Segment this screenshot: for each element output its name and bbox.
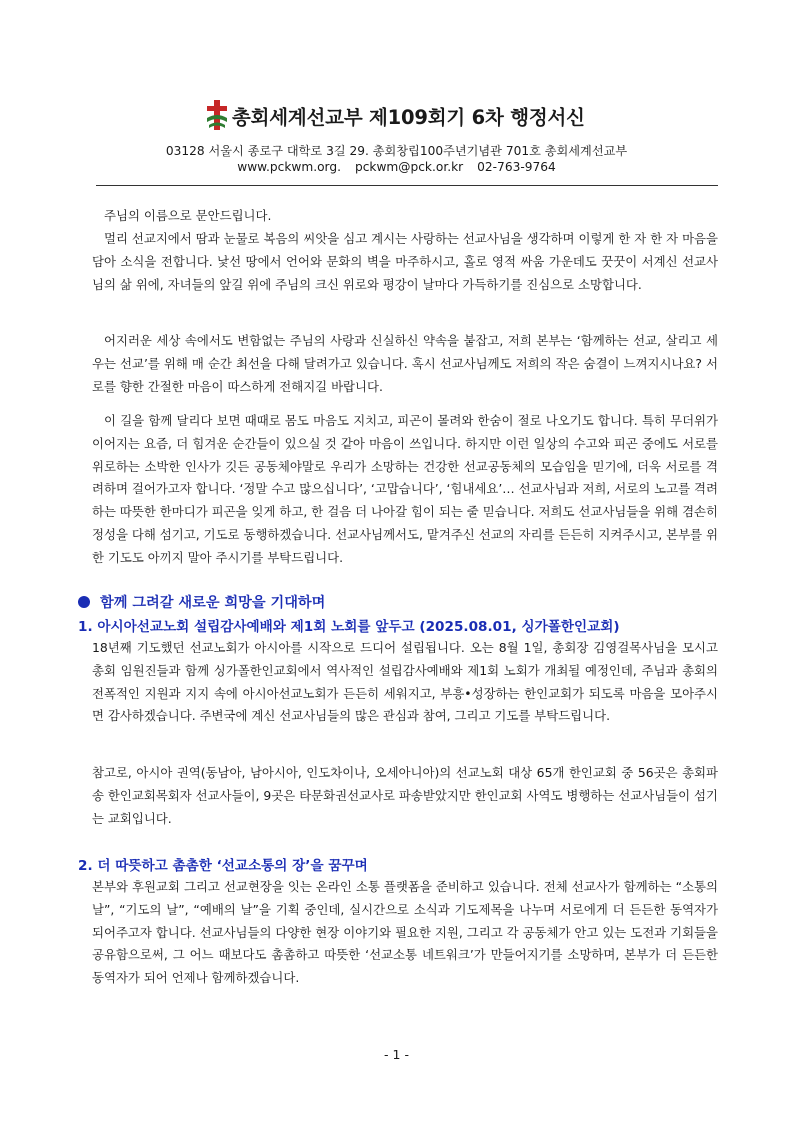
item-2-paragraph-1: 본부와 후원교회 그리고 선교현장을 잇는 온라인 소통 플랫폼을 준비하고 있습니다. 전체 선교사가 함께하는 “소통의 날”, “기도의 날”, “예배의 날”을 기획 중인데, 실시간으로 소식과 기도제목을 나누며 서로에게 더 든든한 동역자가 되어주고자 합니다. 선교사님들의 다양한 현장 이야기와 필요한 지원, 그리고 각 공동체가 안고 있는 도전과 기회들을 공유함으로써, 그 어느 때보다도 촘촘하고 따뜻한 ‘선교소통 네트워크’가 만들어지기를 소망하며, 본부가 더 든든한 동역자가 되어 언제나 함께하겠습니다.	[92, 879, 718, 986]
header-divider	[96, 185, 718, 186]
item-1-paragraph-1: 18년째 기도했던 선교노회가 아시아를 시작으로 드디어 설립됩니다. 오는 8월 1일, 총회장 김영걸목사님을 모시고 총회 임원진들과 함께 싱가폴한인교회에서 역사적인 설립감사예배와 제1회 노회가 개최될 예정인데, 주님과 총회의 전폭적인 지원과 지지 속에 아시아선교노회가 든든히 세워지고, 부흥•성장하는 한인교회가 되도록 마음을 모아주시면 감사하겠습니다. 주변국에 계신 선교사님들의 많은 관심과 참여, 그리고 기도를 부탁드립니다.	[92, 640, 718, 724]
office-address: 03128 서울시 종로구 대학로 3길 29. 총회창립100주년기념관 701호 총회세계선교부	[165, 144, 628, 158]
cross-logo-icon	[203, 98, 231, 132]
contact-line	[0, 160, 793, 174]
section-heading	[78, 592, 325, 612]
website-link[interactable]: www.pckwm.org.	[237, 160, 341, 174]
page-title: 총회세계선교부 제109회기 6차 행정서신	[232, 106, 585, 129]
greeting: 주님의 이름으로 문안드립니다.	[104, 208, 272, 223]
intro-paragraph-2: 어지러운 세상 속에서도 변함없는 주님의 사랑과 신실하신 약속을 붙잡고, 저희 본부는 ‘함께하는 선교, 살리고 세우는 선교’를 위해 매 순간 최선을 다해 달려가고 있습니다. 혹시 선교사님께도 저희의 작은 숨결이 느껴지시나요? 서로를 향한 간절한 마음이 따스하게 전해지길 바랍니다.	[92, 333, 718, 394]
page-number: - 1 -	[384, 1047, 409, 1062]
item-1-paragraph-2: 참고로, 아시아 권역(동남아, 남아시아, 인도차이나, 오세아니아)의 선교노회 대상 65개 한인교회 중 56곳은 총회파송 한인교회목회자 선교사들이, 9곳은 타문화권선교사로 파송받았지만 한인교회 사역도 병행하는 선교사님들이 섬기는 교회입니다.	[92, 765, 718, 826]
item-2-heading: 2. 더 따뜻하고 촘촘한 ‘선교소통의 장’을 꿈꾸며	[78, 858, 368, 874]
bullet-icon	[78, 596, 90, 608]
phone-number: 02-763-9764	[477, 160, 556, 174]
intro-paragraph-3: 이 길을 함께 달리다 보면 때때로 몸도 마음도 지치고, 피곤이 몰려와 한숨이 절로 나오기도 합니다. 특히 무더위가 이어지는 요즘, 더 힘겨운 순간들이 있으실 것 같아 마음이 쓰입니다. 하지만 이런 일상의 수고와 피곤 중에도 서로를 위로하는 소박한 인사가 깃든 공동체야말로 우리가 소망하는 건강한 선교공동체의 모습임을 믿기에, 더욱 서로를 격려하며 걸어가고자 합니다. ‘정말 수고 많으십니다’, ‘고맙습니다’, ‘힘내세요’… 선교사님과 저희, 서로의 노고를 격려하는 따뜻한 한마디가 피곤을 잊게 하고, 한 걸음 더 나아갈 힘이 되는 줄 믿습니다. 저희도 선교사님들을 위해 겸손히 정성을 다해 섬기고, 기도로 동행하겠습니다. 선교사님께서도, 맡겨주신 선교의 자리를 든든히 지켜주시고, 본부를 위한 기도도 아끼지 말아 주시기를 부탁드립니다.	[92, 413, 718, 565]
intro-paragraph-1: 멀리 선교지에서 땀과 눈물로 복음의 씨앗을 심고 계시는 사랑하는 선교사님을 생각하며 이렇게 한 자 한 자 마음을 담아 소식을 전합니다. 낯선 땅에서 언어와 문화의 벽을 마주하시고, 홀로 영적 싸움 가운데도 꿋꿋이 서계신 선교사님의 삶 위에, 자녀들의 앞길 위에 주님의 크신 위로와 평강이 날마다 가득하기를 진심으로 소망합니다.	[92, 231, 718, 292]
email-link[interactable]: pckwm@pck.or.kr	[354, 160, 464, 174]
item-1-heading: 1. 아시아선교노회 설립감사예배와 제1회 노회를 앞두고 (2025.08.01, 싱가폴한인교회)	[78, 619, 620, 635]
section-heading-text: 함께 그려갈 새로운 희망을 기대하며	[100, 595, 326, 611]
